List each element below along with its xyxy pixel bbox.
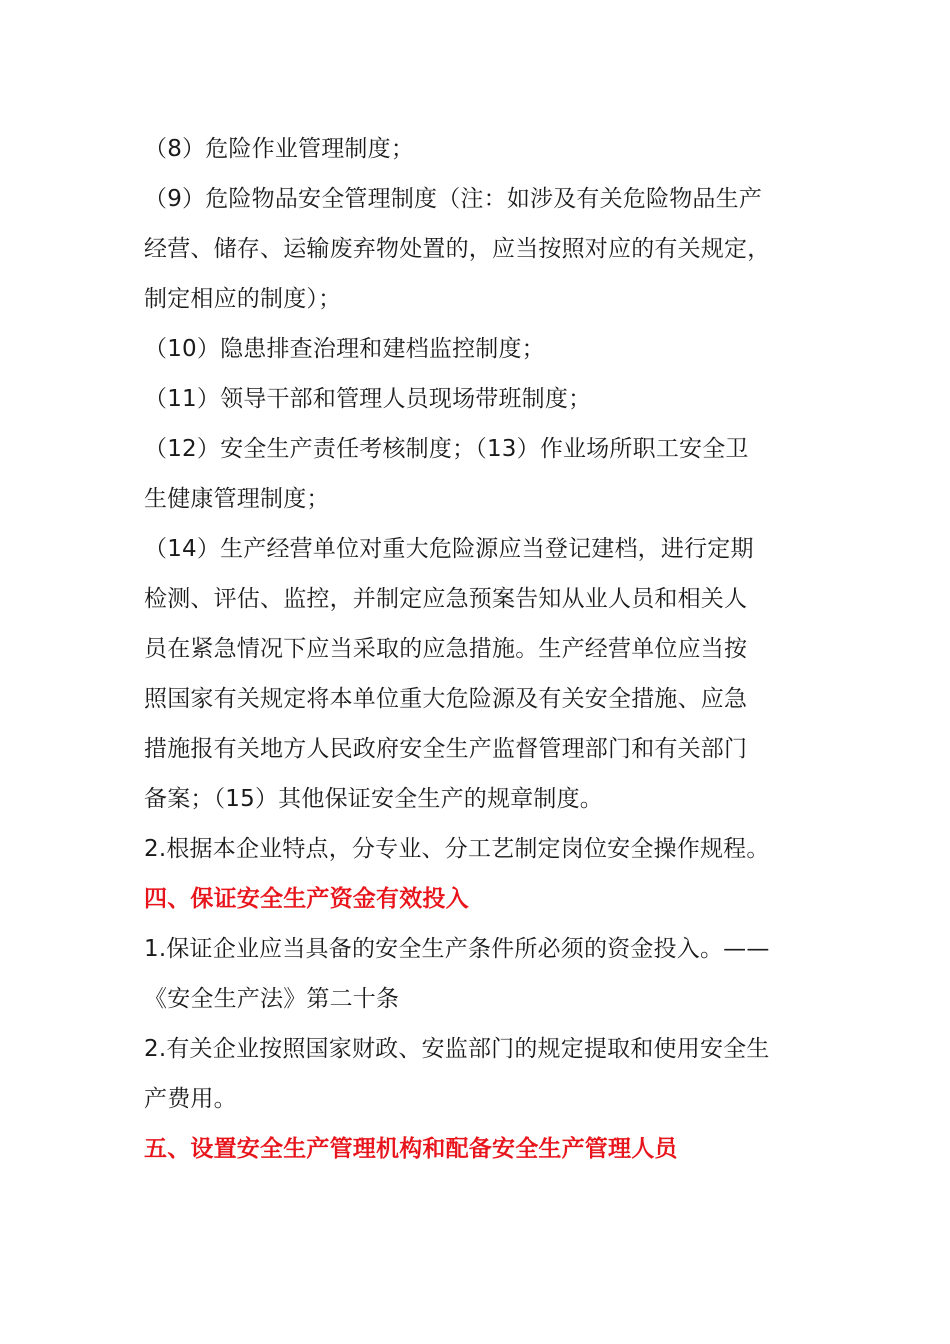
text-line-funding-1-cont: 《安全生产法》第二十条	[144, 986, 400, 1012]
text-line-item-15: 备案；（15）其他保证安全生产的规章制度。	[144, 786, 603, 812]
text-line-item-14: （14）生产经营单位对重大危险源应当登记建档，进行定期	[144, 536, 754, 562]
text-line-item-8: （8）危险作业管理制度；	[144, 136, 415, 162]
document-body	[144, 124, 814, 1174]
text-line-item-13-cont: 生健康管理制度；	[144, 486, 330, 512]
section-heading-4: 四、保证安全生产资金有效投入	[144, 886, 469, 912]
text-line-operating-rules: 2.根据本企业特点，分专业、分工艺制定岗位安全操作规程。	[144, 836, 770, 862]
text-line-item-11: （11）领导干部和管理人员现场带班制度；	[144, 386, 592, 412]
text-line-item-14-cont: 措施报有关地方人民政府安全生产监督管理部门和有关部门	[144, 736, 748, 762]
text-line-item-9: （9）危险物品安全管理制度（注：如涉及有关危险物品生产	[144, 186, 763, 212]
text-line-funding-2: 2.有关企业按照国家财政、安监部门的规定提取和使用安全生	[144, 1036, 770, 1062]
text-line-item-14-cont: 员在紧急情况下应当采取的应急措施。生产经营单位应当按	[144, 636, 748, 662]
text-line-funding-1: 1.保证企业应当具备的安全生产条件所必须的资金投入。——	[144, 936, 770, 962]
section-heading-5: 五、设置安全生产管理机构和配备安全生产管理人员	[144, 1136, 678, 1162]
text-line-item-14-cont: 照国家有关规定将本单位重大危险源及有关安全措施、应急	[144, 686, 748, 712]
text-line-item-12-13: （12）安全生产责任考核制度；（13）作业场所职工安全卫	[144, 436, 749, 462]
text-line-item-14-cont: 检测、评估、监控，并制定应急预案告知从业人员和相关人	[144, 586, 748, 612]
text-line-item-9-cont: 制定相应的制度）；	[144, 286, 342, 312]
text-line-item-10: （10）隐患排查治理和建档监控制度；	[144, 336, 545, 362]
text-line-funding-2-cont: 产费用。	[144, 1086, 237, 1112]
text-line-item-9-cont: 经营、储存、运输废弃物处置的，应当按照对应的有关规定，	[144, 236, 771, 262]
